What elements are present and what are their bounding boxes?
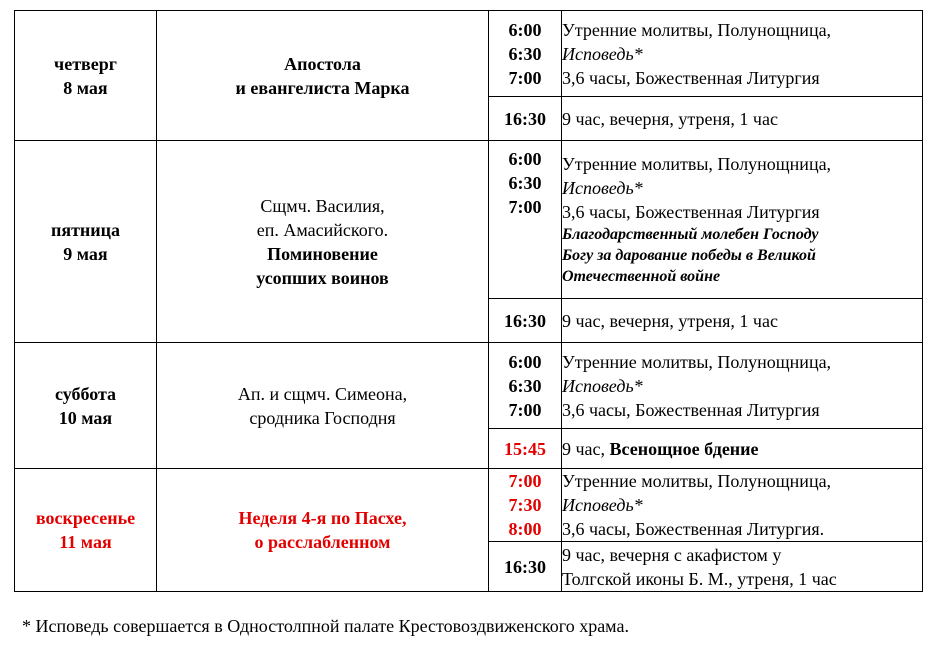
- morning-times-cell: [489, 469, 562, 542]
- feast-cell: [157, 469, 489, 592]
- service-item: 9 час, вечерня, утреня, 1 час: [562, 310, 778, 331]
- footnote: * Исповедь совершается в Одностолпной палате Крестовоздвиженского храма.: [22, 616, 629, 636]
- day-row-sunday-morning: [15, 469, 923, 542]
- feast-line: Апостола: [284, 53, 361, 74]
- moleben-note: Благодарственный молебен Господу: [562, 226, 819, 243]
- morning-times-cell: [489, 141, 562, 299]
- day-cell: [15, 343, 157, 469]
- weekday: четверг: [54, 53, 117, 74]
- feast-line-bold: усопших воинов: [256, 267, 389, 288]
- vigil-label: Всенощное бдение: [609, 438, 759, 459]
- time: 7:00: [508, 471, 542, 491]
- evening-time-cell: [489, 299, 562, 343]
- evening-time-cell: [489, 542, 562, 592]
- time: 6:00: [508, 149, 542, 169]
- service-item: Утренние молитвы, Полунощница,: [562, 19, 832, 40]
- morning-services-cell: [562, 141, 923, 299]
- schedule-table: [14, 10, 923, 592]
- service-item: 9 час, вечерня, утреня, 1 час: [562, 108, 778, 129]
- evening-services-cell: [562, 97, 923, 141]
- morning-services-cell: [562, 11, 923, 97]
- service-item: 3,6 часы, Божественная Литургия: [562, 67, 820, 88]
- time: 6:30: [508, 173, 542, 193]
- morning-services-cell: [562, 343, 923, 429]
- feast-line: сродника Господня: [249, 407, 396, 428]
- time: 6:30: [508, 43, 542, 64]
- evening-services-cell: [562, 542, 923, 592]
- time: 16:30: [504, 556, 546, 577]
- feast-line: Ап. и сщмч. Симеона,: [237, 383, 408, 404]
- date: 11 мая: [59, 532, 112, 552]
- evening-time-cell: [489, 97, 562, 141]
- time: 15:45: [504, 438, 546, 459]
- day-cell: [15, 469, 157, 592]
- time: 6:30: [508, 375, 542, 396]
- service-item: Утренние молитвы, Полунощница,: [562, 351, 832, 372]
- day-row-thursday-morning: [15, 11, 923, 97]
- feast-line-bold: Поминовение: [267, 243, 378, 264]
- weekday: пятница: [50, 219, 121, 240]
- day-row-saturday-morning: [15, 343, 923, 429]
- date: 9 мая: [63, 243, 108, 264]
- time: 8:00: [508, 519, 542, 539]
- service-item: Исповедь*: [562, 495, 643, 515]
- service-item: 3,6 часы, Божественная Литургия.: [562, 519, 825, 539]
- feast-line: еп. Амасийского.: [256, 219, 389, 240]
- day-row-friday-morning: [15, 141, 923, 299]
- service-item: Толгской иконы Б. М., утреня, 1 час: [562, 568, 837, 589]
- service-item: Исповедь*: [562, 375, 643, 396]
- evening-services-cell: [562, 299, 923, 343]
- moleben-note: Отечественной войне: [562, 268, 721, 285]
- service-item: Исповедь*: [562, 178, 643, 198]
- time: 16:30: [504, 310, 546, 331]
- day-cell: [15, 141, 157, 343]
- service-item: 3,6 часы, Божественная Литургия: [562, 202, 820, 222]
- weekday: воскресенье: [35, 508, 136, 528]
- time: 6:00: [508, 19, 542, 40]
- time: 7:00: [508, 399, 542, 420]
- evening-time-cell: [489, 429, 562, 469]
- moleben-note: Богу за дарование победы в Великой: [562, 247, 816, 264]
- service-item: 3,6 часы, Божественная Литургия: [562, 399, 820, 420]
- time: 7:30: [508, 495, 542, 515]
- feast-line: Сщмч. Василия,: [260, 195, 385, 216]
- morning-times-cell: [489, 343, 562, 429]
- time: 6:00: [508, 351, 542, 372]
- date: 10 мая: [58, 407, 113, 428]
- date: 8 мая: [63, 77, 108, 98]
- weekday: суббота: [54, 383, 117, 404]
- feast-cell: [157, 141, 489, 343]
- time: 7:00: [508, 197, 542, 217]
- feast-cell: [157, 11, 489, 141]
- service-item: Утренние молитвы, Полунощница,: [562, 154, 832, 174]
- feast-line: Неделя 4-я по Пасхе,: [238, 508, 407, 528]
- feast-line: о расслабленном: [254, 532, 391, 552]
- service-item: Утренние молитвы, Полунощница,: [562, 471, 832, 491]
- day-cell: [15, 11, 157, 141]
- feast-line: и евангелиста Марка: [235, 77, 410, 98]
- time: 7:00: [508, 67, 542, 88]
- evening-services-cell: [562, 429, 923, 469]
- time: 16:30: [504, 108, 546, 129]
- service-item: Исповедь*: [562, 43, 643, 64]
- morning-times-cell: [489, 11, 562, 97]
- feast-cell: [157, 343, 489, 469]
- morning-services-cell: [562, 469, 923, 542]
- service-item: 9 час, вечерня с акафистом у: [562, 544, 782, 565]
- service-item: 9 час,: [562, 438, 610, 459]
